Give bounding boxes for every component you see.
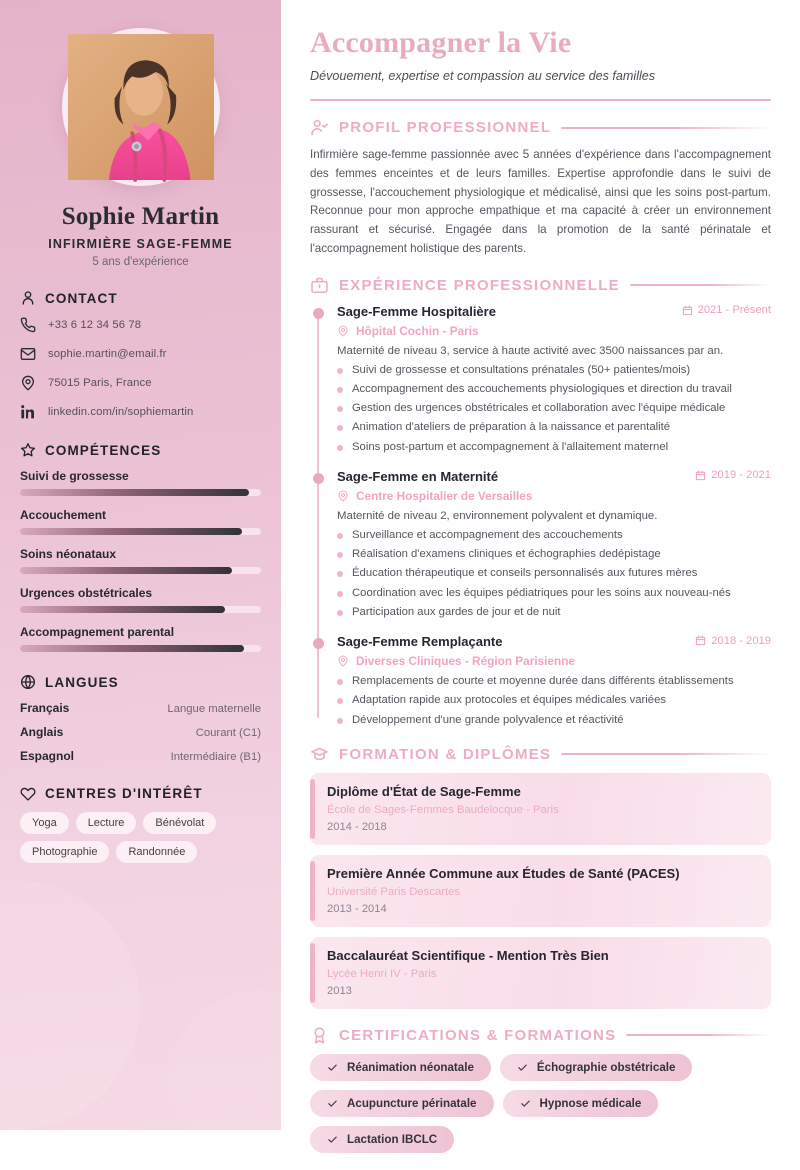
certification-label: Réanimation néonatale bbox=[347, 1060, 474, 1074]
certification-label: Échographie obstétricale bbox=[536, 1060, 676, 1074]
avatar bbox=[62, 28, 220, 186]
briefcase-icon bbox=[310, 276, 329, 295]
education-year: 2013 bbox=[327, 984, 352, 997]
job-title: Sage-Femme Remplaçante bbox=[337, 634, 503, 650]
section-title-skills bbox=[20, 442, 261, 458]
header-divider bbox=[310, 99, 771, 101]
job-title: Sage-Femme Hospitalière bbox=[337, 303, 496, 319]
bullet-dot-icon bbox=[337, 533, 343, 539]
education-school: École de Sages-Femmes Baudelocque - Paris bbox=[327, 803, 559, 816]
timeline-dot bbox=[313, 473, 324, 484]
job-bullet-text: Éducation thérapeutique et conseils personnalisés aux futures mères bbox=[352, 567, 698, 580]
section-title-contact bbox=[20, 290, 261, 306]
section-label: PROFIL PROFESSIONNEL bbox=[339, 119, 552, 136]
skill-label: Accouchement bbox=[20, 508, 107, 522]
skill-item bbox=[20, 547, 261, 574]
interest-tag: Randonnée bbox=[116, 841, 197, 863]
section-label: EXPÉRIENCE PROFESSIONNELLE bbox=[339, 276, 620, 294]
job-bullet bbox=[337, 382, 771, 397]
interest-tag-list bbox=[20, 812, 261, 863]
check-icon bbox=[517, 1062, 528, 1073]
language-level: Intermédiaire (B1) bbox=[170, 751, 261, 763]
bullet-dot-icon bbox=[337, 718, 343, 724]
calendar-icon bbox=[695, 635, 706, 646]
skill-bar-track bbox=[20, 489, 261, 496]
job-date bbox=[695, 469, 771, 481]
user-icon bbox=[20, 290, 36, 306]
job-bullet bbox=[337, 363, 771, 378]
job-date-value: 2021 - Présent bbox=[697, 304, 771, 317]
contact-item-phone[interactable] bbox=[20, 317, 261, 333]
language-name: Espagnol bbox=[20, 749, 75, 763]
job-organization-value: Diverses Cliniques - Région Parisienne bbox=[356, 654, 575, 669]
section-title-certifications bbox=[310, 1026, 771, 1045]
contact-item-address[interactable] bbox=[20, 375, 261, 391]
certification-label: Acupuncture périnatale bbox=[347, 1096, 477, 1110]
interest-tag: Photographie bbox=[20, 841, 109, 863]
job-bullet bbox=[337, 693, 771, 708]
certification-pill bbox=[500, 1054, 693, 1081]
job-bullet bbox=[337, 605, 771, 620]
sidebar bbox=[0, 0, 281, 1130]
section-title-experience bbox=[310, 276, 771, 295]
section-label: CENTRES D'INTÉRÊT bbox=[45, 785, 203, 801]
job-bullet-text: Suivi de grossesse et consultations prénatales (50+ patientes/mois) bbox=[352, 363, 691, 376]
profile-paragraph: Infirmière sage-femme passionnée avec 5 années d'expérience dans l'accompagnement des femmes enceintes et de leurs familles. Expertise approfondie dans le suivi de grossesse, l'accouchement physiologique et médicalisé, ainsi que les soins post-partum. Reconnue pour mon approche empathique et ma capacité à créer un environnement rassurant et sécurisé. Engagée dans la promotion de la santé périnatale et l'accompagnement holistique des parents. bbox=[310, 148, 771, 255]
skill-bar-track bbox=[20, 606, 261, 613]
education-year: 2014 - 2018 bbox=[327, 820, 387, 833]
bullet-dot-icon bbox=[337, 445, 343, 451]
experience-tagline: 5 ans d'expérience bbox=[92, 256, 189, 268]
job-bullet-text: Soins post-partum et accompagnement à l'allaitement maternel bbox=[352, 440, 669, 453]
skill-bar-track bbox=[20, 528, 261, 535]
section-rule bbox=[561, 753, 771, 755]
skill-label: Soins néonataux bbox=[20, 547, 117, 561]
award-ribbon-icon bbox=[310, 1026, 329, 1045]
check-icon bbox=[520, 1098, 531, 1109]
bullet-dot-icon bbox=[337, 571, 343, 577]
job-bullet-text: Animation d'ateliers de préparation à la naissance et parentalité bbox=[352, 421, 671, 434]
language-name: Français bbox=[20, 701, 70, 715]
job-date-value: 2018 - 2019 bbox=[711, 634, 771, 647]
section-rule bbox=[626, 1034, 771, 1036]
job-bullet-list bbox=[337, 674, 771, 728]
check-icon bbox=[327, 1098, 338, 1109]
skill-label: Suivi de grossesse bbox=[20, 469, 129, 483]
skill-item bbox=[20, 625, 261, 652]
job-date bbox=[695, 635, 771, 647]
contact-phone-value: +33 6 12 34 56 78 bbox=[48, 319, 142, 331]
location-pin-icon bbox=[337, 655, 349, 667]
job-bullet bbox=[337, 528, 771, 543]
language-item bbox=[20, 701, 261, 715]
section-title-profile bbox=[310, 118, 771, 137]
job-bullet bbox=[337, 547, 771, 562]
profile-photo bbox=[68, 34, 214, 180]
linkedin-icon bbox=[20, 404, 36, 420]
skill-bar-track bbox=[20, 645, 261, 652]
job-bullet-list bbox=[337, 528, 771, 620]
job-bullet bbox=[337, 566, 771, 581]
section-label: CONTACT bbox=[45, 290, 118, 306]
job-bullet-list bbox=[337, 363, 771, 455]
education-item bbox=[310, 937, 771, 1009]
certification-pill bbox=[310, 1054, 491, 1081]
job-bullet-text: Accompagnement des accouchements physiologiques et direction du travail bbox=[352, 382, 732, 395]
section-title-interests bbox=[20, 785, 261, 801]
timeline-dot bbox=[313, 308, 324, 319]
timeline-dot bbox=[313, 638, 324, 649]
job-organization-value: Centre Hospitalier de Versailles bbox=[356, 488, 533, 503]
user-check-icon bbox=[310, 118, 329, 137]
job-bullet bbox=[337, 586, 771, 601]
job-date-value: 2019 - 2021 bbox=[711, 469, 771, 482]
experience-item bbox=[337, 304, 771, 455]
bullet-dot-icon bbox=[337, 406, 343, 412]
job-bullet-text: Participation aux gardes de jour et de nuit bbox=[352, 605, 561, 618]
contact-item-email[interactable] bbox=[20, 346, 261, 362]
job-bullet-text: Surveillance et accompagnement des accouchements bbox=[352, 528, 623, 541]
skill-label: Accompagnement parental bbox=[20, 625, 175, 639]
interest-tag: Bénévolat bbox=[143, 812, 216, 834]
skill-item bbox=[20, 586, 261, 613]
bullet-dot-icon bbox=[337, 698, 343, 704]
bullet-dot-icon bbox=[337, 368, 343, 374]
cv-subheadline: Dévouement, expertise et compassion au service des familles bbox=[310, 69, 656, 83]
education-degree: Diplôme d'État de Sage-Femme bbox=[327, 783, 521, 799]
calendar-icon bbox=[695, 470, 706, 481]
skill-label: Urgences obstétricales bbox=[20, 586, 153, 600]
star-icon bbox=[20, 442, 36, 458]
bullet-dot-icon bbox=[337, 552, 343, 558]
main-content bbox=[281, 0, 800, 1146]
bullet-dot-icon bbox=[337, 679, 343, 685]
contact-item-linkedin[interactable] bbox=[20, 404, 261, 420]
full-name: Sophie Martin bbox=[61, 203, 220, 230]
interest-tag: Yoga bbox=[20, 812, 69, 834]
skill-bar-fill bbox=[20, 567, 232, 574]
job-bullet-text: Adaptation rapide aux protocoles et équipes médicales variées bbox=[352, 694, 666, 707]
job-bullet bbox=[337, 401, 771, 416]
interest-tag: Lecture bbox=[76, 812, 137, 834]
experience-item bbox=[337, 634, 771, 728]
job-bullet-text: Réalisation d'examens cliniques et échographies dedépistage bbox=[352, 548, 661, 561]
globe-icon bbox=[20, 674, 36, 690]
phone-icon bbox=[20, 317, 36, 333]
profile-photo-illustration bbox=[68, 34, 214, 180]
education-school: Université Paris Descartes bbox=[327, 885, 461, 898]
timeline-line bbox=[317, 310, 319, 718]
section-label: COMPÉTENCES bbox=[45, 442, 162, 458]
bullet-dot-icon bbox=[337, 387, 343, 393]
skill-bar-fill bbox=[20, 606, 225, 613]
experience-timeline bbox=[310, 304, 771, 728]
skill-bar-track bbox=[20, 567, 261, 574]
bullet-dot-icon bbox=[337, 610, 343, 616]
section-rule bbox=[561, 127, 771, 129]
language-level: Courant (C1) bbox=[195, 727, 261, 739]
education-degree: Baccalauréat Scientifique - Mention Très Bien bbox=[327, 947, 609, 963]
job-role: INFIRMIÈRE SAGE-FEMME bbox=[48, 237, 233, 251]
job-bullet bbox=[337, 420, 771, 435]
check-icon bbox=[327, 1062, 338, 1073]
contact-address-value: 75015 Paris, France bbox=[48, 377, 152, 389]
section-label: LANGUES bbox=[45, 674, 119, 690]
certification-list bbox=[310, 1054, 771, 1153]
certification-pill bbox=[503, 1090, 659, 1117]
decorative-circle bbox=[0, 880, 140, 1130]
education-year: 2013 - 2014 bbox=[327, 902, 387, 915]
language-name: Anglais bbox=[20, 725, 64, 739]
section-label: FORMATION & DIPLÔMES bbox=[339, 745, 552, 763]
experience-item bbox=[337, 469, 771, 620]
check-icon bbox=[327, 1134, 338, 1145]
job-bullet bbox=[337, 713, 771, 728]
job-bullet-text: Coordination avec les équipes pédiatriques pour les soins aux nouveau-nés bbox=[352, 586, 731, 599]
job-bullet-text: Gestion des urgences obstétricales et collaboration avec l'équipe médicale bbox=[352, 402, 726, 415]
skill-bar-fill bbox=[20, 645, 244, 652]
location-pin-icon bbox=[337, 490, 349, 502]
certification-pill bbox=[310, 1126, 454, 1153]
job-bullet-text: Remplacements de courte et moyenne durée dans différents établissements bbox=[352, 675, 734, 688]
job-organization-value: Hôpital Cochin - Paris bbox=[356, 323, 479, 338]
location-pin-icon bbox=[20, 375, 36, 391]
section-title-education bbox=[310, 745, 771, 764]
section-rule bbox=[630, 284, 771, 286]
job-title: Sage-Femme en Maternité bbox=[337, 468, 499, 484]
education-item bbox=[310, 773, 771, 845]
job-organization bbox=[337, 654, 771, 668]
certification-label: Hypnose médicale bbox=[539, 1096, 642, 1110]
education-school: Lycée Henri IV - Paris bbox=[327, 967, 437, 980]
job-description: Maternité de niveau 3, service à haute activité avec 3500 naissances par an. bbox=[337, 344, 724, 357]
bullet-dot-icon bbox=[337, 591, 343, 597]
graduation-cap-icon bbox=[310, 745, 329, 764]
contact-linkedin-value: linkedin.com/in/sophiemartin bbox=[48, 406, 194, 418]
certification-pill bbox=[310, 1090, 494, 1117]
mail-icon bbox=[20, 346, 36, 362]
job-organization bbox=[337, 489, 771, 503]
job-description: Maternité de niveau 2, environnement polyvalent et dynamique. bbox=[337, 509, 658, 522]
education-item bbox=[310, 855, 771, 927]
certification-label: Lactation IBCLC bbox=[347, 1132, 438, 1146]
job-date bbox=[682, 304, 771, 316]
job-bullet bbox=[337, 674, 771, 689]
skill-bar-fill bbox=[20, 489, 249, 496]
section-title-languages bbox=[20, 674, 261, 690]
skill-item bbox=[20, 508, 261, 535]
cv-headline: Accompagner la Vie bbox=[310, 26, 572, 59]
skill-bar-fill bbox=[20, 528, 242, 535]
job-bullet bbox=[337, 440, 771, 455]
section-label: CERTIFICATIONS & FORMATIONS bbox=[339, 1026, 617, 1044]
calendar-icon bbox=[682, 305, 693, 316]
job-bullet-text: Développement d'une grande polyvalence et réactivité bbox=[352, 713, 624, 726]
skill-item bbox=[20, 469, 261, 496]
job-organization bbox=[337, 324, 771, 338]
heart-icon bbox=[20, 785, 36, 801]
bullet-dot-icon bbox=[337, 425, 343, 431]
location-pin-icon bbox=[337, 325, 349, 337]
language-level: Langue maternelle bbox=[167, 703, 261, 715]
language-item bbox=[20, 749, 261, 763]
education-degree: Première Année Commune aux Études de Santé (PACES) bbox=[327, 865, 680, 881]
contact-email-value: sophie.martin@email.fr bbox=[48, 348, 167, 360]
language-item bbox=[20, 725, 261, 739]
